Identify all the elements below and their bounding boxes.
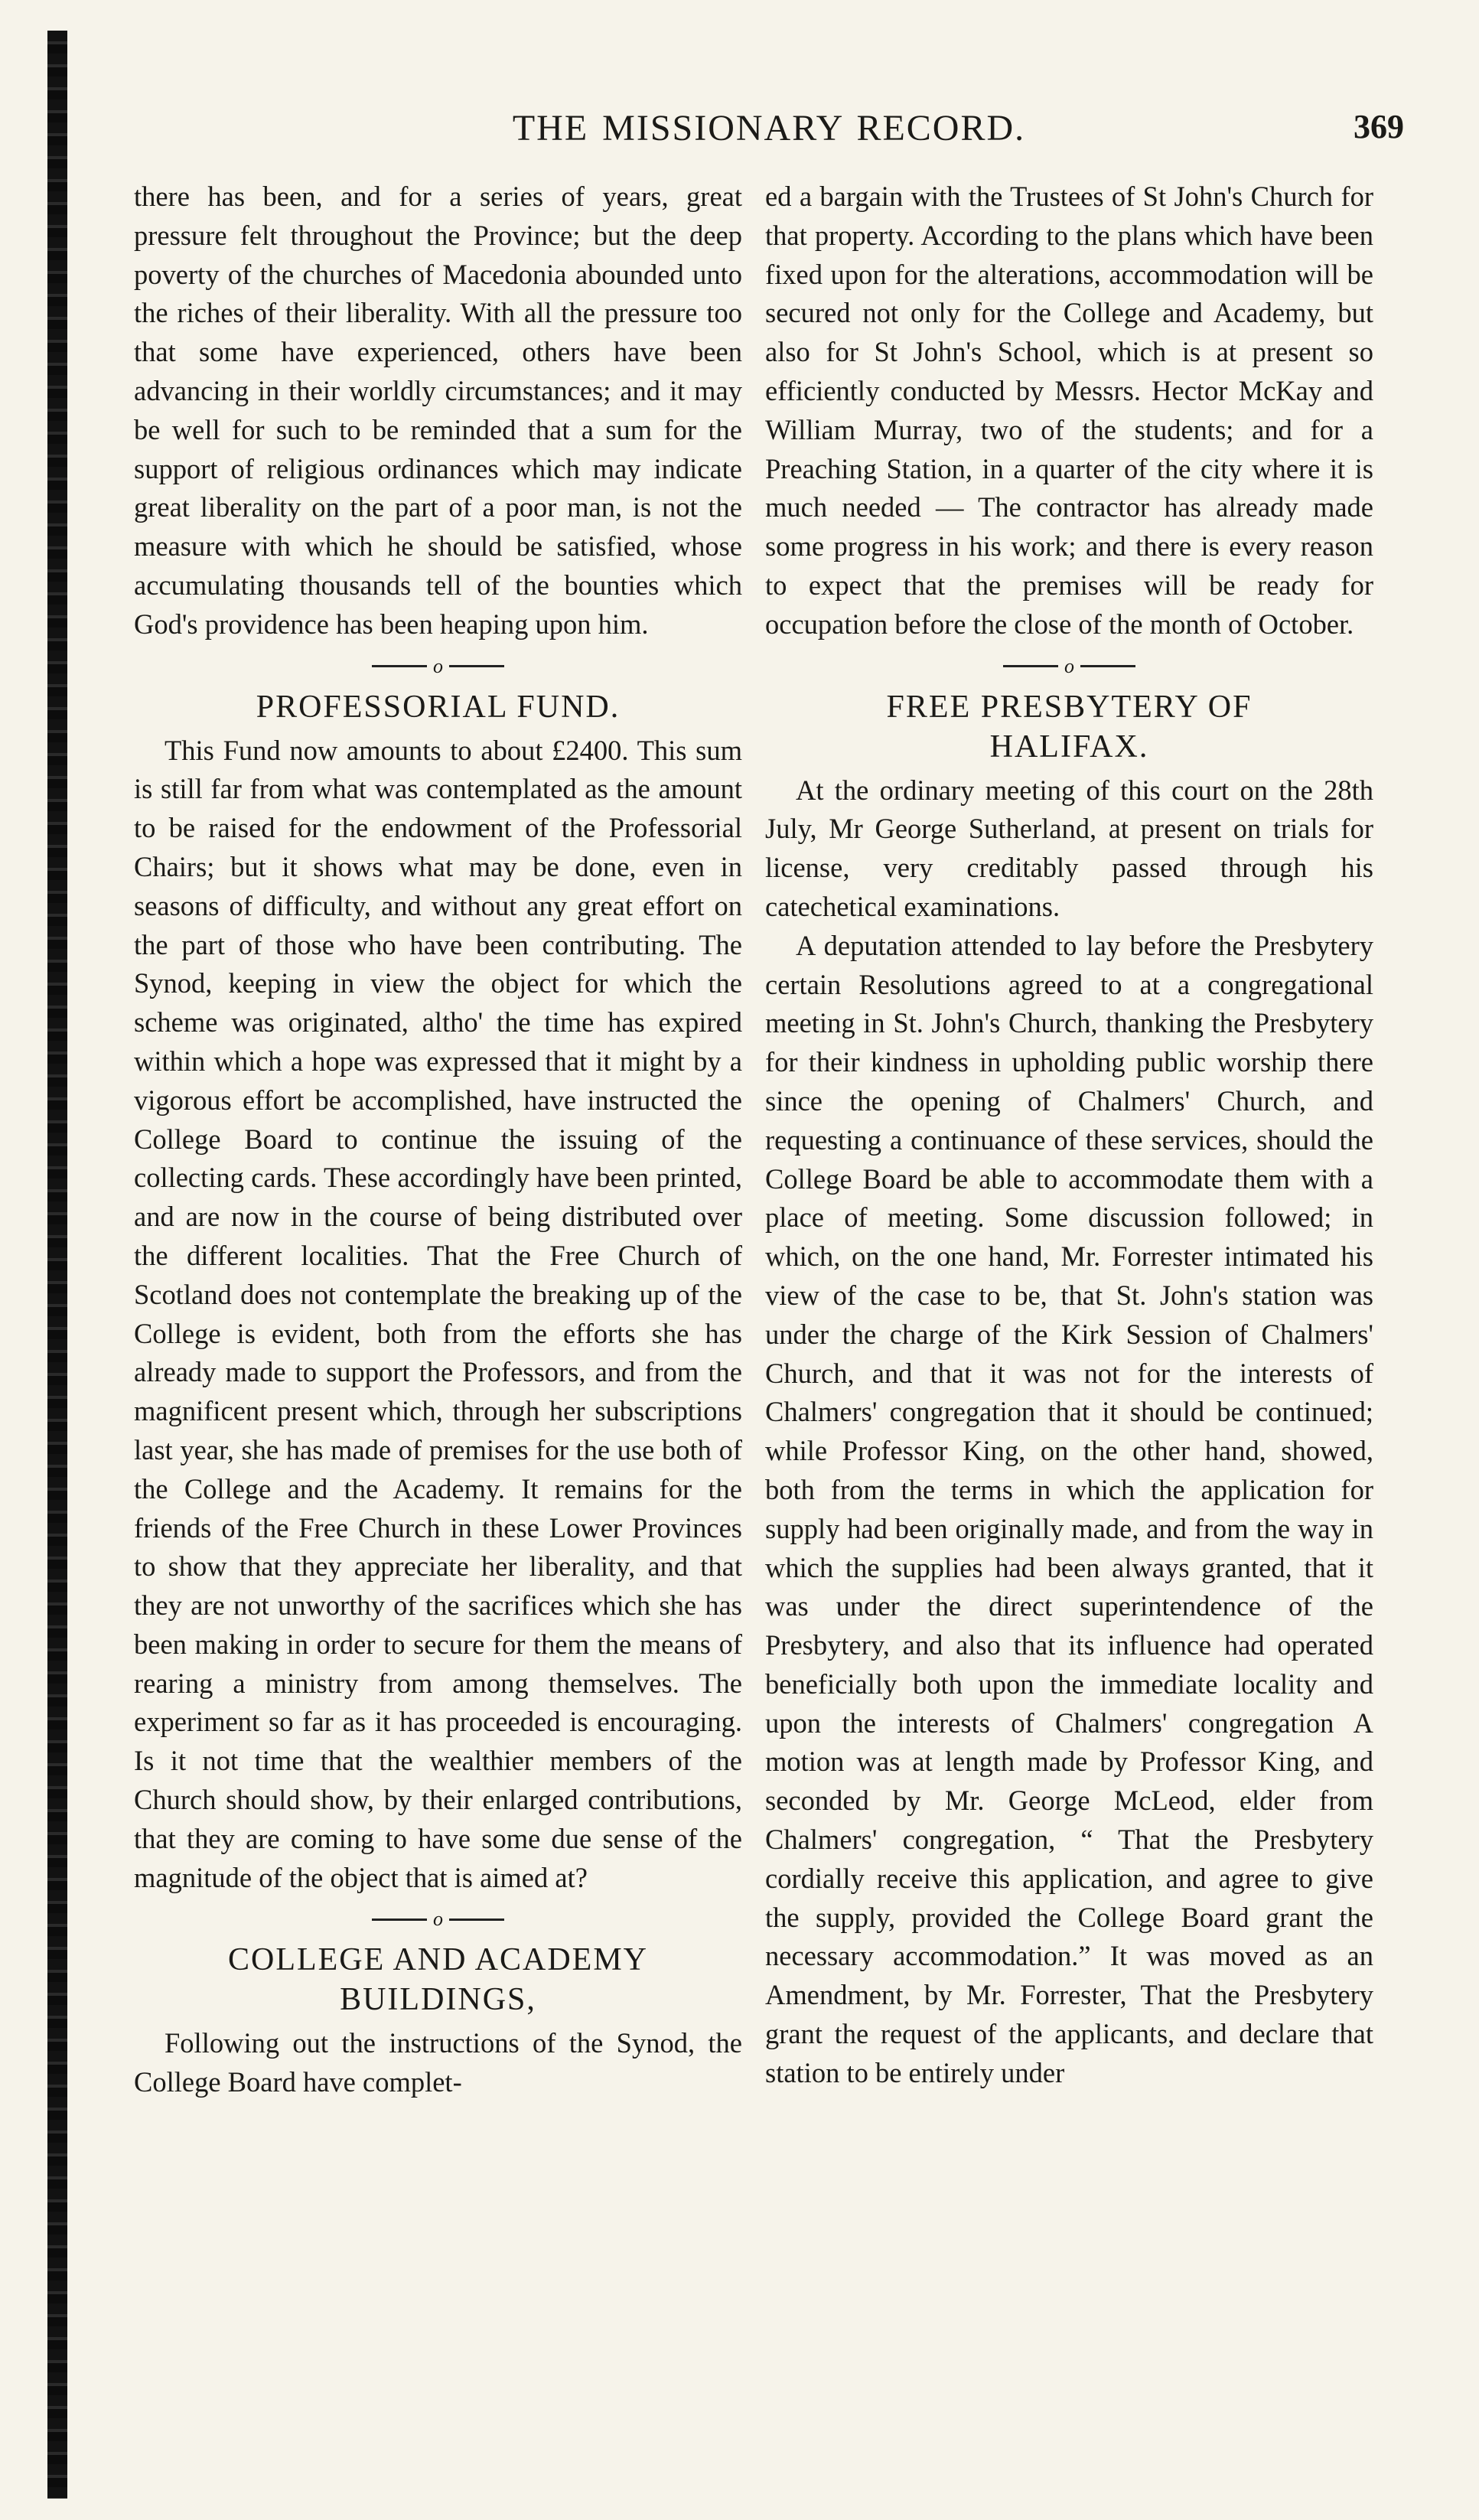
intro-paragraph: there has been, and for a series of years, great pressure felt throughout the Province; but the deep poverty of the churches of Macedonia abounded unto the riches of their liberality. With all the pressure too that some have experienced, others have been advancing in their worldly circumstances; and it may be well for such to be reminded that a sum for the support of religious ordinances which may indicate great liberality on the part of a poor man, is not the measure with which he should be satisfied, whose accumulating thousands tell of the bounties which God's providence has been heaping upon him. bbox=[134, 181, 742, 640]
professorial-fund-paragraph: This Fund now amounts to about £2400. This sum is still far from what was contemplated as the amount to be raised for the endowment of the Professorial Chairs; but it shows what may be done, even in seasons of difficulty, and without any great effort on the part of those who have been contributing. The Synod, keeping in view the object for which the scheme was originated, altho' the time has expired within which a hope was expressed that it might by a vigorous effort be accomplished, have instructed the College Board to continue the issuing of the collecting cards. These accordingly have been printed, and are now in the course of being distributed over the different localities. That the Free Church of Scotland does not contemplate the breaking up of the College is evident, both from the efforts she has already made to support the Professors, and from the magnificent present which, through her subscriptions last year, she has made of premises for the use both of the College and the Academy. It remains for the friends of the Free Church in these Lower Provinces to show that they appreciate her liberality, and that they are not unworthy of the sacrifices which she has been making in order to secure for them the means of rearing a ministry from among themselves. The experiment so far as it has proceeded is encouraging. Is it not time that the wealthier members of the Church should show, by their enlarged contributions, that they are coming to have some due sense of the magnitude of the object that is aimed at? bbox=[134, 734, 742, 1893]
divider-mark: o bbox=[433, 1908, 443, 1931]
presbytery-heading-line-1: FREE PRESBYTERY OF bbox=[886, 689, 1253, 725]
section-divider bbox=[765, 647, 1373, 686]
page-header bbox=[134, 107, 1404, 161]
page-number: 369 bbox=[1354, 108, 1404, 145]
divider-mark: o bbox=[433, 654, 443, 677]
running-title: THE MISSIONARY RECORD. bbox=[512, 108, 1026, 148]
right-column bbox=[765, 178, 1373, 2466]
presbytery-heading-line-2: HALIFAX. bbox=[989, 729, 1149, 764]
presbytery-heading bbox=[765, 687, 1373, 767]
divider-mark: o bbox=[1064, 654, 1074, 677]
presbytery-paragraph-2: A deputation attended to lay before the Presbytery certain Resolutions agreed to at a congregational meeting in St. John's Church, thanking the Presbytery for their kindness in upholding public worship there since the opening of Chalmers' Church, and requesting a continuance of these services, should the College Board be able to accommodate them with a place of meeting. Some discussion followed; in which, on the one hand, Mr. Forrester intimated his view of the case to be, that St. John's station was under the charge of the Kirk Session of Chalmers' Church, and that it was not for the interests of Chalmers' congregation that it should be continued; while Professor King, on the other hand, showed, both from the terms in which the application for supply had been originally made, and from the way in which the supplies had been always granted, that it was under the direct superintendence of the Presbytery, and also that its influence had operated beneficially both upon the immediate locality and upon the interests of Chalmers' congregation A motion was at length made by Professor King, and seconded by Mr. George McLeod, elder from Chalmers' congregation, “ That the Presbytery cordially receive this application, and agree to give the supply, provided the College Board grant the necessary accommodation.” It was moved as an Amendment, by Mr. Forrester, That the Presbytery grant the request of the applicants, and declare that station to be entirely under bbox=[765, 929, 1373, 2088]
page-binding-edge bbox=[47, 31, 67, 2499]
left-column bbox=[134, 178, 742, 2466]
continuation-paragraph: ed a bargain with the Trustees of St John's Church for that property. According to the plans which have been fixed upon for the alterations, accommodation will be secured not only for the College and Academy, but also for St John's School, which is at present so efficiently conducted by Messrs. Hector McKay and William Murray, two of the students; and for a Preaching Station, in a quarter of the city where it is much needed — The contractor has already made some progress in his work; and there is every reason to expect that the premises will be ready for occupation before the close of the month of October. bbox=[765, 181, 1373, 640]
college-buildings-paragraph: Following out the instructions of the Synod, the College Board have complet- bbox=[134, 2027, 742, 2098]
college-heading-line-1: COLLEGE AND ACADEMY bbox=[228, 1942, 648, 1978]
professorial-fund-heading: PROFESSORIAL FUND. bbox=[256, 689, 621, 725]
section-divider bbox=[134, 1900, 742, 1938]
section-divider bbox=[134, 647, 742, 686]
presbytery-paragraph-1: At the ordinary meeting of this court on the 28th July, Mr George Sutherland, at present on trials for license, very creditably passed through his catechetical examinations. bbox=[765, 774, 1373, 922]
college-buildings-heading bbox=[134, 1940, 742, 2020]
college-heading-line-2: BUILDINGS, bbox=[340, 1982, 536, 2018]
